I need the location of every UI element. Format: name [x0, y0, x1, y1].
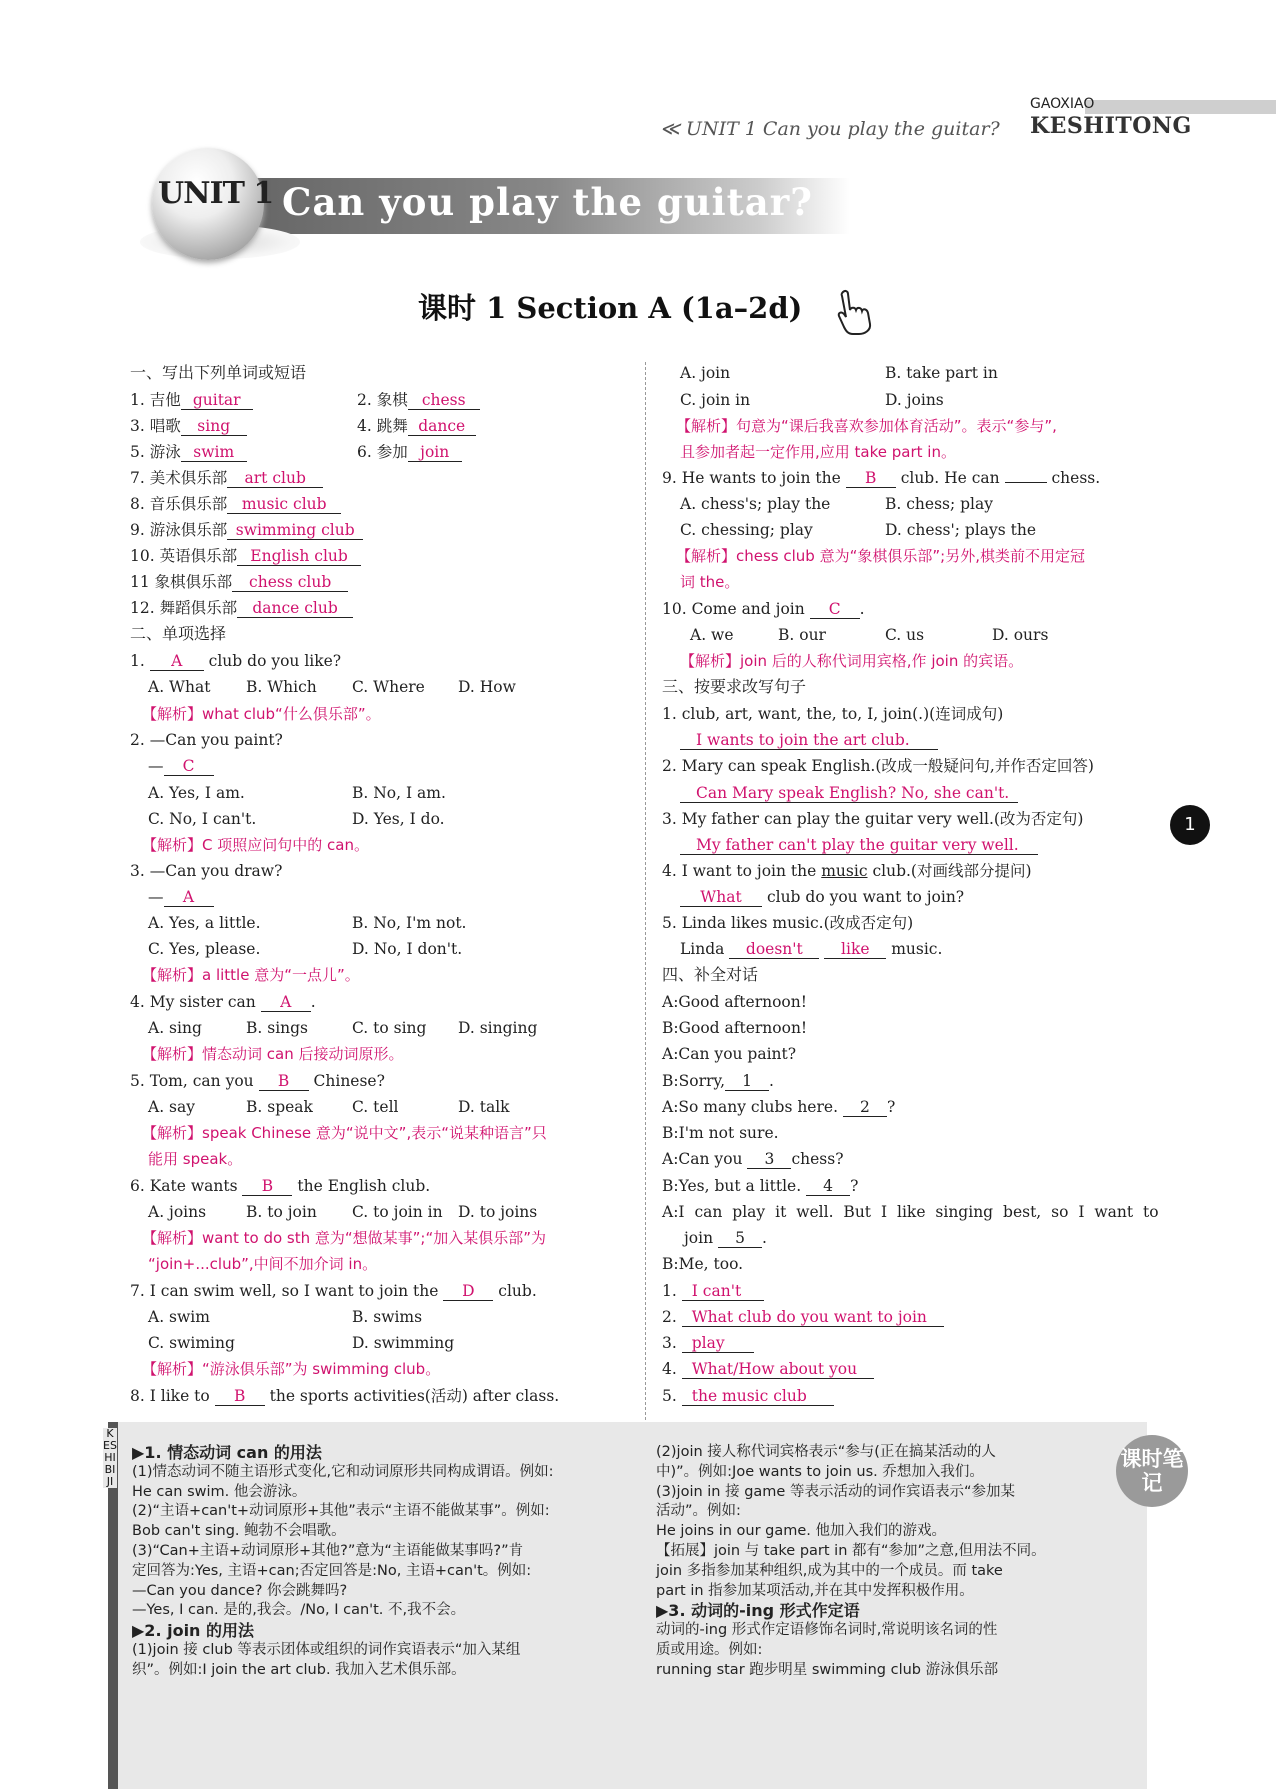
question-6: 6. Kate wants B the English club.: [130, 1177, 431, 1195]
explanation: 【解析】join 后的人称代词用宾格,作 join 的宾语。: [680, 652, 1024, 670]
option: A. swim: [148, 1308, 210, 1326]
notes-line: 质或用途。例如:: [656, 1641, 763, 1658]
vocab-item: 9. 游泳俱乐部 swimming club: [130, 521, 363, 540]
question-5: 5. Tom, can you B Chinese?: [130, 1072, 385, 1090]
dialog-answer: 4. What/How about you: [662, 1360, 874, 1379]
rewrite-answer: What club do you want to join?: [680, 888, 964, 907]
question-8: 8. I like to B the sports activities(活动) after class.: [130, 1387, 560, 1405]
notes-line: (1)join 接 club 等表示团体或组织的词作宾语表示“加入某组: [132, 1641, 521, 1658]
explanation: 【解析】C 项照应问句中的 can。: [142, 836, 369, 854]
option: B. speak: [246, 1098, 313, 1116]
dialog-answer: 5. the music club: [662, 1387, 834, 1406]
option: D. singing: [458, 1019, 538, 1037]
page-number: 1: [1170, 805, 1210, 845]
dialog-line: B:Yes, but a little. 4 ?: [662, 1177, 859, 1195]
explanation: “join+...club”,中间不加介词 in。: [148, 1255, 378, 1273]
explanation: 【解析】speak Chinese 意为“说中文”,表示“说某种语言”只: [142, 1124, 547, 1142]
option: D. to joins: [458, 1203, 538, 1221]
dialog-line: B:Me, too.: [662, 1255, 744, 1273]
explanation: 词 the。: [680, 573, 740, 591]
rewrite-answer: I wants to join the art club.: [680, 731, 938, 750]
dialog-answer: 3. play: [662, 1334, 754, 1353]
unit-title: Can you play the guitar?: [282, 180, 813, 224]
option: D. How: [458, 678, 516, 696]
option: D. No, I don't.: [352, 940, 463, 958]
dialog-line: A:I can play it well. But I like singing best, so I want to: [662, 1203, 1159, 1221]
header-bar: [1085, 100, 1276, 114]
notes-line: —Can you dance? 你会跳舞吗?: [132, 1582, 348, 1599]
explanation: 【解析】want to do sth 意为“想做某事”;“加入某俱乐部”为: [142, 1229, 547, 1247]
option: A. sing: [148, 1019, 202, 1037]
option: B. swims: [352, 1308, 423, 1326]
option: A. Yes, a little.: [148, 914, 261, 932]
explanation: 【解析】情态动词 can 后接动词原形。: [142, 1045, 404, 1063]
notes-line: 织”。例如:I join the art club. 我加入艺术俱乐部。: [132, 1661, 466, 1678]
option: B. to join: [246, 1203, 317, 1221]
option: C. Where: [352, 678, 425, 696]
section-3-heading: 三、按要求改写句子: [662, 677, 807, 696]
question-7: 7. I can swim well, so I want to join the D club.: [130, 1282, 537, 1300]
option: B. No, I am.: [352, 784, 446, 802]
header-gaoxiao: GAOXIAO: [1030, 96, 1095, 112]
notes-heading: ▶1. 情态动词 can 的用法: [132, 1443, 322, 1462]
vocab-item: 11 象棋俱乐部 chess club: [130, 573, 348, 592]
notes-line: join 多指参加某种组织,成为其中的一个成员。而 take: [656, 1562, 1003, 1579]
explanation: 且参加者起一定作用,应用 take part in。: [680, 443, 956, 461]
question-4: 4. My sister can A .: [130, 993, 316, 1011]
section-1-heading: 一、写出下列单词或短语: [130, 363, 307, 382]
question-1: 1. A club do you like?: [130, 652, 342, 670]
notes-line: 【拓展】join 与 take part in 都有“参加”之意,但用法不同。: [656, 1542, 1046, 1559]
notes-heading: ▶3. 动词的-ing 形式作定语: [656, 1601, 860, 1621]
notes-line: (1)情态动词不随主语形式变化,它和动词原形共同构成谓语。例如:: [132, 1463, 554, 1480]
option: C. Yes, please.: [148, 940, 261, 958]
option: D. swimming: [352, 1334, 455, 1352]
explanation: 【解析】a little 意为“一点儿”。: [142, 966, 360, 984]
option: B. take part in: [885, 364, 998, 382]
rewrite-answer: Can Mary speak English? No, she can't.: [680, 784, 1018, 803]
dialog-line: B:Sorry, 1 .: [662, 1072, 774, 1090]
vocab-item: 10. 英语俱乐部 English club: [130, 547, 361, 566]
hand-pointer-icon: [835, 288, 877, 336]
dialog-line: A:Can you paint?: [662, 1045, 797, 1063]
explanation: 【解析】chess club 意为“象棋俱乐部”;另外,棋类前不用定冠: [676, 547, 1085, 565]
notes-line: (3)“Can+主语+动词原形+其他?”意为“主语能做某事吗?”肯: [132, 1542, 524, 1559]
notes-line: He can swim. 他会游泳。: [132, 1483, 307, 1500]
option: D. ours: [992, 626, 1049, 644]
explanation: 【解析】“游泳俱乐部”为 swimming club。: [142, 1360, 441, 1378]
header-brand: KESHITONG: [1030, 113, 1192, 139]
option: D. chess'; plays the: [885, 521, 1037, 539]
dialog-line: A:Can you 3 chess?: [662, 1150, 844, 1168]
notes-line: 活动”。例如:: [656, 1503, 741, 1520]
notes-line: 定回答为:Yes, 主语+can;否定回答是:No, 主语+can't。例如:: [132, 1562, 532, 1579]
option: C. No, I can't.: [148, 810, 257, 828]
rewrite-1: 1. club, art, want, the, to, I, join(.)(连词成句): [662, 705, 1004, 723]
option: C. join in: [680, 391, 751, 409]
option: B. our: [778, 626, 826, 644]
notes-heading: ▶2. join 的用法: [132, 1621, 255, 1641]
notes-side-label: KESHIBIJI: [103, 1427, 117, 1488]
rewrite-4: 4. I want to join the music club.(对画线部分提问): [662, 862, 1032, 880]
rewrite-3: 3. My father can play the guitar very well.(改为否定句): [662, 810, 1084, 828]
option: C. us: [885, 626, 925, 644]
option: A. What: [148, 678, 211, 696]
vocab-item: 7. 美术俱乐部 art club: [130, 469, 323, 488]
dialog-answer: 1. I can't: [662, 1282, 764, 1301]
vocab-item: 3. 唱歌 sing: [130, 417, 247, 436]
question-3: 3. —Can you draw?: [130, 862, 283, 880]
lesson-title: 课时 1 Section A (1a–2d): [418, 291, 803, 325]
option: A. say: [148, 1098, 195, 1116]
explanation: 【解析】句意为“课后我喜欢参加体育活动”。表示“参与”,: [676, 417, 1057, 435]
notes-badge: 课时笔记: [1116, 1435, 1188, 1507]
section-4-heading: 四、补全对话: [662, 965, 759, 984]
option: A. we: [690, 626, 734, 644]
column-divider: [645, 362, 646, 1420]
rewrite-answer: Linda doesn't like music.: [680, 940, 943, 958]
dialog-line: A:So many clubs here. 2 ?: [662, 1098, 896, 1116]
notes-line: (2)join 接人称代词宾格表示“参与(正在搞某活动的人: [656, 1444, 996, 1460]
option: A. chess's; play the: [680, 495, 831, 513]
question-9: 9. He wants to join the B club. He can chess.: [662, 469, 1101, 487]
notes-line: (2)“主语+can't+动词原形+其他”表示“主语不能做某事”。例如:: [132, 1503, 550, 1520]
notes-line: part in 指参加某项活动,并在其中发挥积极作用。: [656, 1582, 974, 1599]
notes-right: [656, 1443, 1116, 1681]
option: C. tell: [352, 1098, 399, 1116]
option: C. swiming: [148, 1334, 235, 1352]
vocab-item: 8. 音乐俱乐部 music club: [130, 495, 341, 514]
option: D. talk: [458, 1098, 510, 1116]
option: A. Yes, I am.: [148, 784, 245, 802]
vocab-item: 5. 游泳 swim: [130, 443, 247, 462]
notes-left: [132, 1443, 642, 1681]
vocab-item: 12. 舞蹈俱乐部 dance club: [130, 599, 353, 618]
vocab-item: 2. 象棋 chess: [357, 391, 480, 410]
explanation: 能用 speak。: [148, 1150, 243, 1168]
option: D. joins: [885, 391, 944, 409]
notes-line: Bob can't sing. 鲍勃不会唱歌。: [132, 1523, 346, 1540]
dialog-line: A:Good afternoon!: [662, 993, 807, 1011]
option: C. to join in: [352, 1203, 443, 1221]
answer-line: — A: [148, 888, 214, 907]
section-2-heading: 二、单项选择: [130, 624, 227, 643]
option: C. to sing: [352, 1019, 427, 1037]
notes-line: running star 跑步明星 swimming club 游泳俱乐部: [656, 1661, 999, 1678]
vocab-item: 1. 吉他 guitar: [130, 391, 253, 410]
vocab-item: 6. 参加 join: [357, 443, 462, 462]
unit-label: UNIT 1: [158, 176, 274, 211]
notes-line: (3)join in 接 game 等表示活动的词作宾语表示“参加某: [656, 1483, 1015, 1500]
option: D. Yes, I do.: [352, 810, 445, 828]
answer-line: — C: [148, 757, 214, 776]
dialog-line: B:I'm not sure.: [662, 1124, 779, 1142]
header-unit-line: ≪ UNIT 1 Can you play the guitar?: [660, 118, 1000, 140]
option: A. joins: [148, 1203, 207, 1221]
notes-line: He joins in our game. 他加入我们的游戏。: [656, 1523, 947, 1540]
vocab-item: 4. 跳舞 dance: [357, 417, 476, 436]
rewrite-answer: My father can't play the guitar very well.: [680, 836, 1038, 855]
rewrite-2: 2. Mary can speak English.(改成一般疑问句,并作否定回答): [662, 757, 1094, 775]
dialog-line: join 5 .: [684, 1229, 767, 1247]
dialog-answer: 2. What club do you want to join: [662, 1308, 944, 1327]
notes-line: 动词的-ing 形式作定语修饰名词时,常说明该名词的性: [656, 1622, 998, 1639]
rewrite-5: 5. Linda likes music.(改成否定句): [662, 914, 914, 932]
option: B. sings: [246, 1019, 309, 1037]
option: B. No, I'm not.: [352, 914, 467, 932]
notes-line: —Yes, I can. 是的,我会。/No, I can't. 不,我不会。: [132, 1602, 466, 1619]
option: B. chess; play: [885, 495, 994, 513]
notes-line: 中)”。例如:Joe wants to join us. 乔想加入我们。: [656, 1463, 984, 1480]
dialog-line: B:Good afternoon!: [662, 1019, 808, 1037]
option: B. Which: [246, 678, 317, 696]
question-10: 10. Come and join C .: [662, 600, 865, 618]
option: C. chessing; play: [680, 521, 813, 539]
explanation: 【解析】what club“什么俱乐部”。: [142, 705, 381, 723]
question-2: 2. —Can you paint?: [130, 731, 283, 749]
option: A. join: [680, 364, 731, 382]
